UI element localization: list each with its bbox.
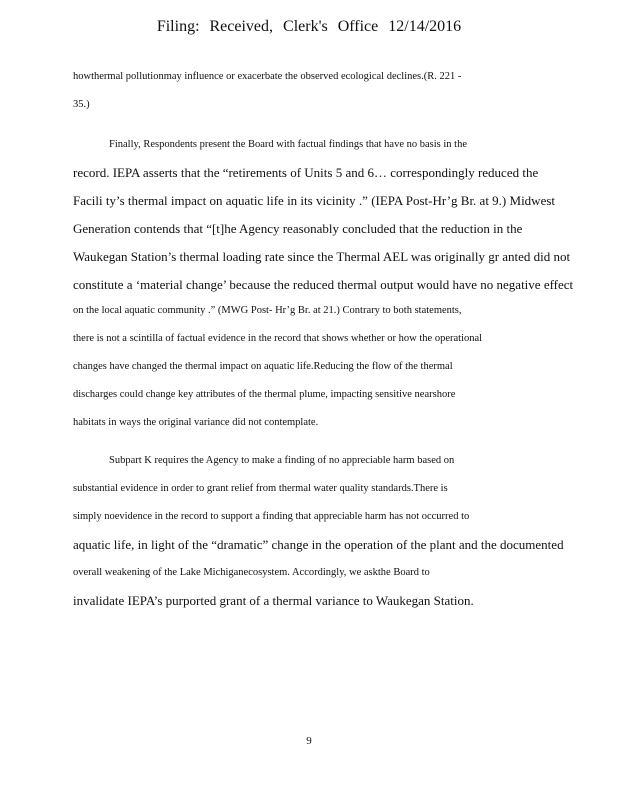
text-line: Generation contends that “[t]he Agency reasonably concluded that the reduction in the [73,221,523,236]
text-line: 35.) [73,99,90,110]
paragraph-first-line: Finally, Respondents present the Board with factual findings that have no basis in the [109,139,467,150]
text-line: there is not a scintilla of factual evidence in the record that shows whether or how the operational [73,333,483,344]
text-line: invalidate IEPA’s purported grant of a thermal variance to Waukegan Station. [73,593,474,608]
text-line: discharges could change key attributes of the thermal plume, impacting sensitive nearshore [73,389,456,400]
text-line: constitute a ‘material change’ because the reduced thermal output would have no negative effect [73,277,574,292]
text-line: substantial evidence in order to grant relief from thermal water quality standards.There is [73,483,448,494]
text-line: Waukegan Station’s thermal loading rate since the Thermal AEL was originally gr anted did not [73,249,571,264]
text-line: habitats in ways the original variance did not contemplate. [73,417,319,428]
text-line: record. IEPA asserts that the “retirements of Units 5 and 6… correspondingly reduced the [73,165,539,180]
text-line: Facili ty’s thermal impact on aquatic life in its vicinity .” (IEPA Post-Hr’g Br. at 9.) Midwest [73,193,556,208]
text-line: overall weakening of the Lake Michiganecosystem. Accordingly, we askthe Board to [73,567,430,578]
paragraph-first-line: Subpart K requires the Agency to make a finding of no appreciable harm based on [109,455,455,466]
text-line: howthermal pollutionmay influence or exacerbate the observed ecological declines.(R. 221 - [73,71,462,82]
text-line: simply noevidence in the record to support a finding that appreciable harm has not occurred to [73,511,470,522]
text-line: on the local aquatic community .” (MWG Post- Hr’g Br. at 21.) Contrary to both statements, [73,305,462,316]
text-line: changes have changed the thermal impact on aquatic life.Reducing the flow of the thermal [73,361,453,372]
page-number: 9 [306,735,312,747]
text-line: aquatic life, in light of the “dramatic” change in the operation of the plant and the documented [73,537,564,552]
filing-header: Filing: Received, Clerk's Office 12/14/2016 [156,18,462,35]
